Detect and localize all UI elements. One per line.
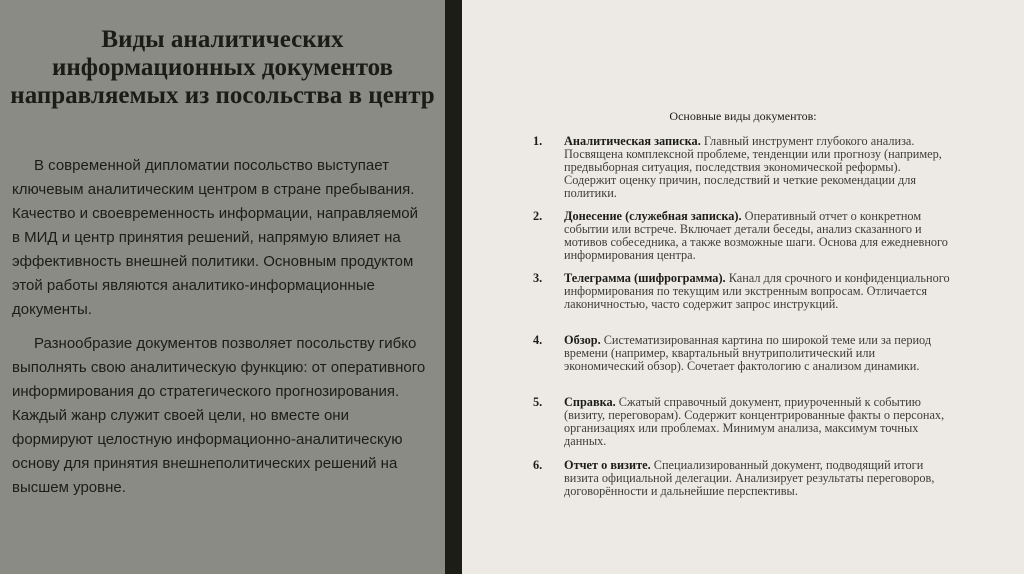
item-number: 3. (533, 271, 543, 285)
document-name: Донесение (служебная записка). (564, 209, 742, 223)
document-item (564, 272, 952, 311)
intro-paragraph: В современной дипломатии посольство выступает ключевым аналитическим центром в стране пребывания. Качество и своевременность информации, направляемой в МИД и центр принятия решений, напрямую влияет на эффективность внешней политики. Основным продуктом этой работы являются аналитико-информационные документы. (12, 157, 419, 318)
document-item (564, 135, 952, 200)
panel-divider (445, 0, 462, 574)
list-heading: Основные виды документов: (669, 109, 817, 123)
document-description: Систематизированная картина по широкой теме или за период времени (например, квартальный внутриполитический или экономический обзор). Сочетает фактологию с анализом динамики. (564, 333, 932, 373)
diversity-paragraph: Разнообразие документов позволяет посольству гибко выполнять свою аналитическую функцию: от оперативного информирования до стратегического прогнозирования. Каждый жанр служит своей цели, но вместе они формируют целостную информационно-аналитическую основу для принятия внешнеполитических решений на высшем уровне. (12, 335, 426, 496)
document-name: Обзор. (564, 333, 601, 347)
item-number: 2. (533, 209, 543, 223)
slide-title: Виды аналитических информационных документов направляемых из посольства в центр (10, 26, 435, 109)
document-name: Телеграмма (шифрограмма). (564, 271, 726, 285)
document-name: Отчет о визите. (564, 458, 651, 472)
item-number: 4. (533, 333, 543, 347)
item-number: 6. (533, 458, 543, 472)
document-description: Специализированный документ, подводящий итоги визита официальной делегации. Анализирует результаты переговоров, договорённости и дальнейшие перспективы. (564, 458, 935, 498)
right-panel (462, 0, 1024, 574)
document-item (564, 334, 952, 373)
document-item (564, 396, 952, 448)
document-item (564, 459, 952, 498)
document-name: Справка. (564, 395, 616, 409)
document-description: Канал для срочного и конфиденциального информирования по текущим или экстренным вопросам. Отличается лаконичностью, часто содержит запрос инструкций. (564, 271, 950, 311)
left-panel (0, 0, 445, 574)
document-description: Главный инструмент глубокого анализа. Посвящена комплексной проблеме, тенденции или прогнозу (например, предвыборная ситуация, последствия экономической реформы). Содержит оценку причин, последствий и четкие рекомендации для политики. (564, 134, 942, 200)
document-item (564, 210, 952, 262)
item-number: 5. (533, 395, 543, 409)
document-description: Сжатый справочный документ, приуроченный к событию (визиту, переговорам). Содержит концентрированные факты о персонах, организациях или проблемах. Минимум анализа, максимум точных данных. (564, 395, 945, 448)
document-name: Аналитическая записка. (564, 134, 701, 148)
document-description: Оперативный отчет о конкретном событии или встрече. Включает детали беседы, анализ сказанного и мотивов собеседника, а также возможные шаги. Основа для ежедневного информирования центра. (564, 209, 948, 262)
item-number: 1. (533, 134, 543, 148)
